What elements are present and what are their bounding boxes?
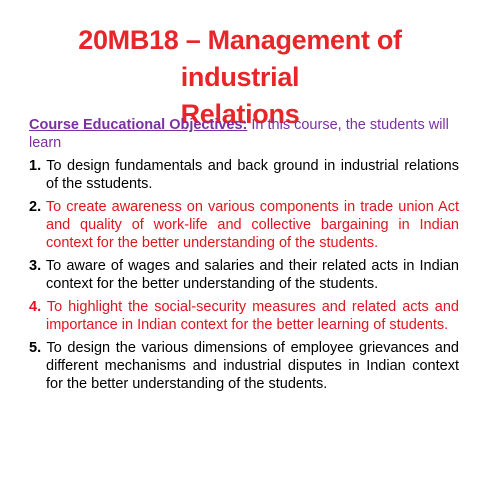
objective-number-1: 1. bbox=[29, 158, 42, 174]
objective-text-4: To highlight the social-security measures and related acts and importance in Indian context for the better learning of students. bbox=[41, 299, 459, 333]
objective-item-2 bbox=[29, 198, 459, 252]
objective-number-5: 5. bbox=[29, 340, 42, 356]
objective-number-3: 3. bbox=[29, 258, 42, 274]
objective-text-1: To design fundamentals and back ground in industrial relations of the sstudents. bbox=[41, 158, 459, 192]
objective-number-4: 4. bbox=[29, 299, 42, 315]
objectives-section bbox=[29, 116, 459, 398]
objectives-intro bbox=[29, 116, 459, 152]
objectives-heading: Course Educational Objectives: bbox=[29, 117, 248, 133]
objective-item-5 bbox=[29, 339, 459, 393]
objective-item-4 bbox=[29, 298, 459, 334]
objective-item-3 bbox=[29, 257, 459, 293]
objective-text-5: To design the various dimensions of employee grievances and different mechanisms and industrial disputes in Indian context for the better understanding of the students. bbox=[41, 340, 459, 392]
objectives-intro-text: In this course, the students will learn bbox=[29, 117, 449, 151]
objective-text-3: To aware of wages and salaries and their related acts in Indian context for the better understanding of the students. bbox=[41, 258, 459, 292]
title-line-2: Relations bbox=[180, 99, 300, 129]
objective-number-2: 2. bbox=[29, 199, 42, 215]
title-line-1: 20MB18 – Management of industrial bbox=[78, 25, 402, 92]
objective-text-2: To create awareness on various components in trade union Act and quality of work-life and collective bargaining in Indian context for the better understanding of the students. bbox=[41, 199, 459, 251]
objective-item-1 bbox=[29, 157, 459, 193]
